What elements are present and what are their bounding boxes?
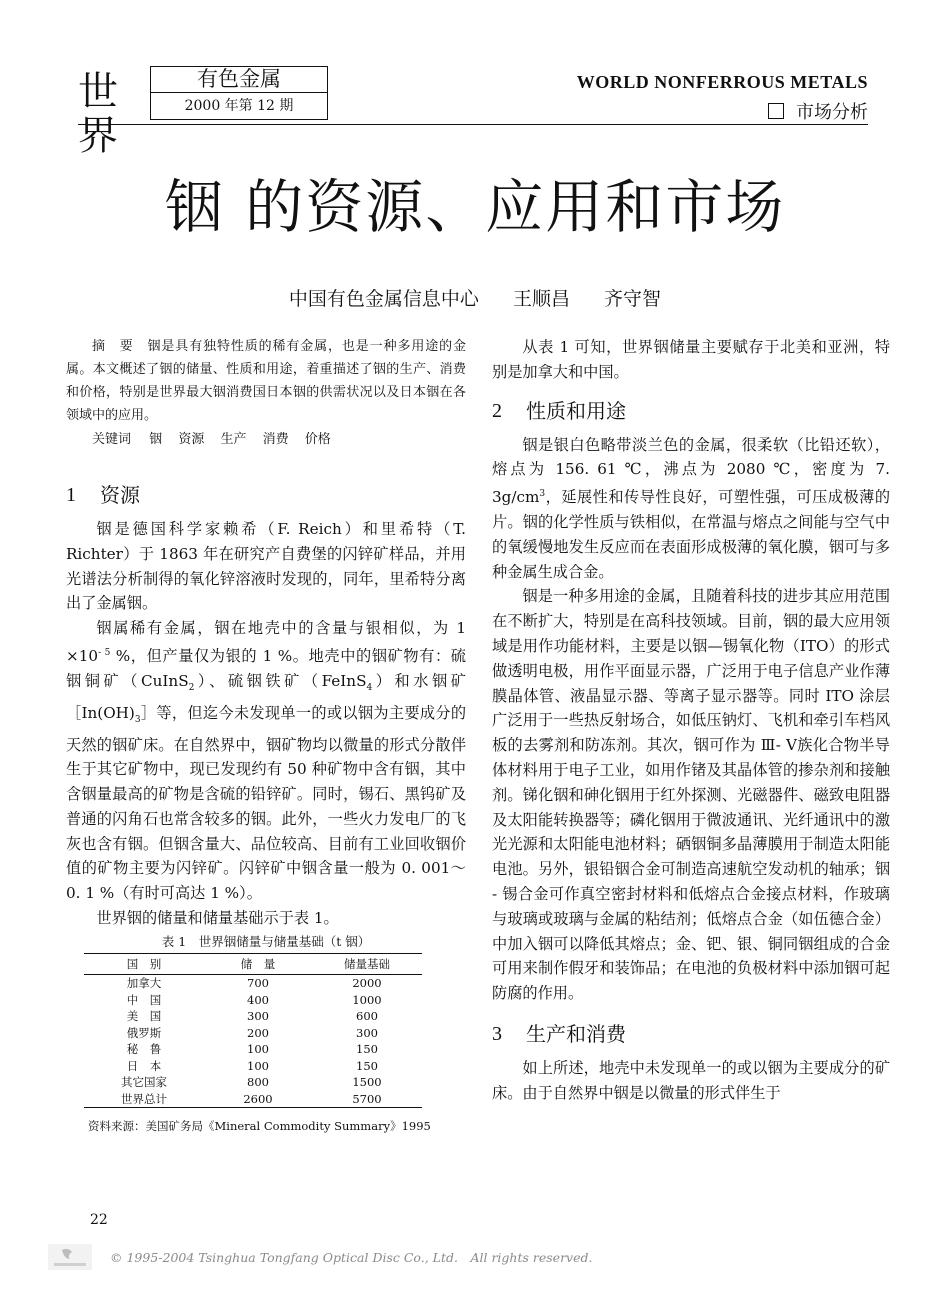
table-header: 储量基础 (344, 956, 390, 971)
keyword: 生产 (220, 432, 247, 447)
paragraph: 铟是银白色略带淡兰色的金属，很柔软（比铅还软），熔点为 156. 61 ℃，沸点为 2080 ℃，密度为 7. $3g/cm^3$，延展性和传导性良好，可塑性强，可压成极薄的片。铟的化学性质与铁相似，在常温与熔点之间能与空气中的氧缓慢地发生反应而在表面形成极薄的氧化膜，铟可与多种金属生成合金。 (492, 435, 890, 581)
table-row: 中 国 400 1000 (126, 992, 382, 1007)
left-column (66, 335, 466, 1134)
page-number: 22 (90, 1212, 108, 1228)
publisher-logo-icon (48, 1244, 92, 1270)
table-row: 秘 鲁 100 150 (126, 1042, 378, 1057)
table-header: 国 别 (126, 956, 162, 971)
table-row: 加拿大 700 2000 (126, 976, 382, 991)
journal-english-title: WORLD NONFERROUS METALS (576, 72, 868, 92)
paragraph: 世界铟的储量和储量基础示于表 1。 (96, 909, 339, 928)
section-title: 资源 (100, 483, 140, 507)
masthead-world: 世界 (78, 69, 119, 159)
journal-name: 有色金属 (151, 67, 327, 93)
author-line (0, 284, 950, 311)
table-row: 世界总计 2600 5700 (84, 1091, 422, 1108)
author-1: 王顺昌 (512, 288, 570, 310)
table-header-row (84, 953, 422, 975)
table-header: 储 量 (240, 956, 276, 971)
paragraph: 如上所述，地壳中未发现单一的或以铟为主要成分的矿床。由于自然界中铟是以微量的形式伴生于 (492, 1058, 890, 1102)
affiliation: 中国有色金属信息中心 (288, 288, 479, 310)
keyword: 资源 (178, 432, 205, 447)
keyword: 铟 (149, 432, 163, 447)
section-title: 生产和消费 (526, 1021, 626, 1046)
section-number: 2 (492, 399, 502, 422)
paragraph: 铟属稀有金属，铟在地壳中的含量与银相似，为 $1 \times 10^{- 5}$ %，但产量仅为银的 1 %。地壳中的铟矿物有：硫铟铜矿（CuInS$_2$）、硫铟铁矿（FeInS$_4$）和水铟矿$[In(OH)_3]$等，但迄今未发现单一的或以铟为主要成分的天然的铟矿床。在自然界中，铟矿物均以微量的形式分散伴生于其它矿物中，现已发现约有 50 种矿物中含有铟，其中含铟量最高的矿物是含硫的铅锌矿。同时，锡石、黑钨矿及普通的闪角石也常含较多的铟。此外，一些火力发电厂的飞灰也含有铟。但铟含量大、品位较高、目前有工业回收铟价值的矿物主要为闪锌矿。闪锌矿中铟含量一般为 0. 001～0. 1 %（有时可高达 1 %）。 (66, 619, 467, 903)
table-row: 美 国 300 600 (126, 1009, 378, 1024)
section-heading-3 (492, 1020, 890, 1048)
square-icon (768, 103, 784, 119)
section-title: 性质和用途 (526, 398, 626, 423)
section-heading-2 (492, 397, 890, 425)
masthead-box (150, 66, 328, 120)
table-row: 其它国家 800 1500 (121, 1075, 382, 1090)
author-2: 齐守智 (604, 288, 662, 310)
section-heading-1 (66, 481, 466, 509)
copyright-text: © 1995-2004 Tsinghua Tongfang Optical Disc Co., Ltd. All rights reserved. (110, 1250, 593, 1265)
paragraph: 铟是德国科学家赖希（F. Reich）和里希特（T. Richter）于 1863 年在研究产自费堡的闪锌矿样品，并用光谱法分析制得的氧化锌溶液时发现的，同年，里希特分离出了金属铟。 (66, 520, 466, 613)
paragraph: 铟是一种多用途的金属，且随着科技的进步其应用范围在不断扩大，特别是在高科技领域。目前，铟的最大应用领域是用作功能材料，主要是以铟—锡氧化物（ITO）的形式做透明电极，用作平面显示器，广泛用于电子信息产业作薄膜晶体管、液晶显示器、等离子显示器等。同时 ITO 涂层广泛用于一些热反射场合，如低压钠灯、飞机和牵引车档风板的去雾剂和防冻剂。其次，铟可作为 Ⅲ- Ⅴ族化合物半导体材料用于电子工业，如用作锗及其晶体管的掺杂剂和接触剂。锑化铟和砷化铟用于红外探测、光磁器件、磁致电阻器及太阳能转换器等；磷化铟用于微波通讯、光纤通讯中的激光光源和太阳能电池材料；硒铟铜多晶薄膜用于制造太阳能电池。另外，银铅铟合金可制造高速航空发动机的轴承；铟 - 锡合金可作真空密封材料和低熔点合金接点材料，作玻璃与玻璃或玻璃与金属的粘结剂；低熔点合金（如伍德合金）中加入铟可以降低其熔点；金、钯、银、铜同铟组成的合金可用来制作假牙和装饰品；在电池的负极材料中添加铟可起防腐的作用。 (492, 587, 890, 1003)
abstract: 摘 要 铟是具有独特性质的稀有金属，也是一种多用途的金属。本文概述了铟的储量、性质和用途，着重描述了铟的生产、消费和价格，特别是世界最大铟消费国日本铟的供需状况以及日本铟在各领域中的应用。 (66, 339, 466, 423)
right-column (492, 335, 890, 1106)
footer (48, 1244, 592, 1270)
table-row: 日 本 100 150 (126, 1058, 378, 1073)
table-row: 俄罗斯 200 300 (126, 1025, 378, 1040)
reserves-table (84, 953, 422, 1109)
paragraph: 从表 1 可知，世界铟储量主要赋存于北美和亚洲，特别是加拿大和中国。 (492, 338, 890, 381)
table-source: 资料来源：美国矿务局《Mineral Commodity Summary》1995 (88, 1119, 431, 1134)
keywords (66, 428, 466, 451)
section-number: 1 (66, 484, 76, 506)
journal-issue: 2000 年第 12 期 (184, 98, 294, 114)
table-caption: 表 1 世界铟储量与储量基础（t 铟） (161, 933, 371, 949)
section-label (768, 98, 868, 124)
article-title: 铟 的资源、应用和市场 (164, 173, 786, 241)
keywords-label: 关键词 (92, 432, 132, 447)
keyword: 价格 (304, 432, 331, 447)
header-rule (78, 124, 868, 125)
section-name: 市场分析 (796, 102, 868, 123)
section-number: 3 (492, 1022, 502, 1045)
keyword: 消费 (262, 432, 289, 447)
